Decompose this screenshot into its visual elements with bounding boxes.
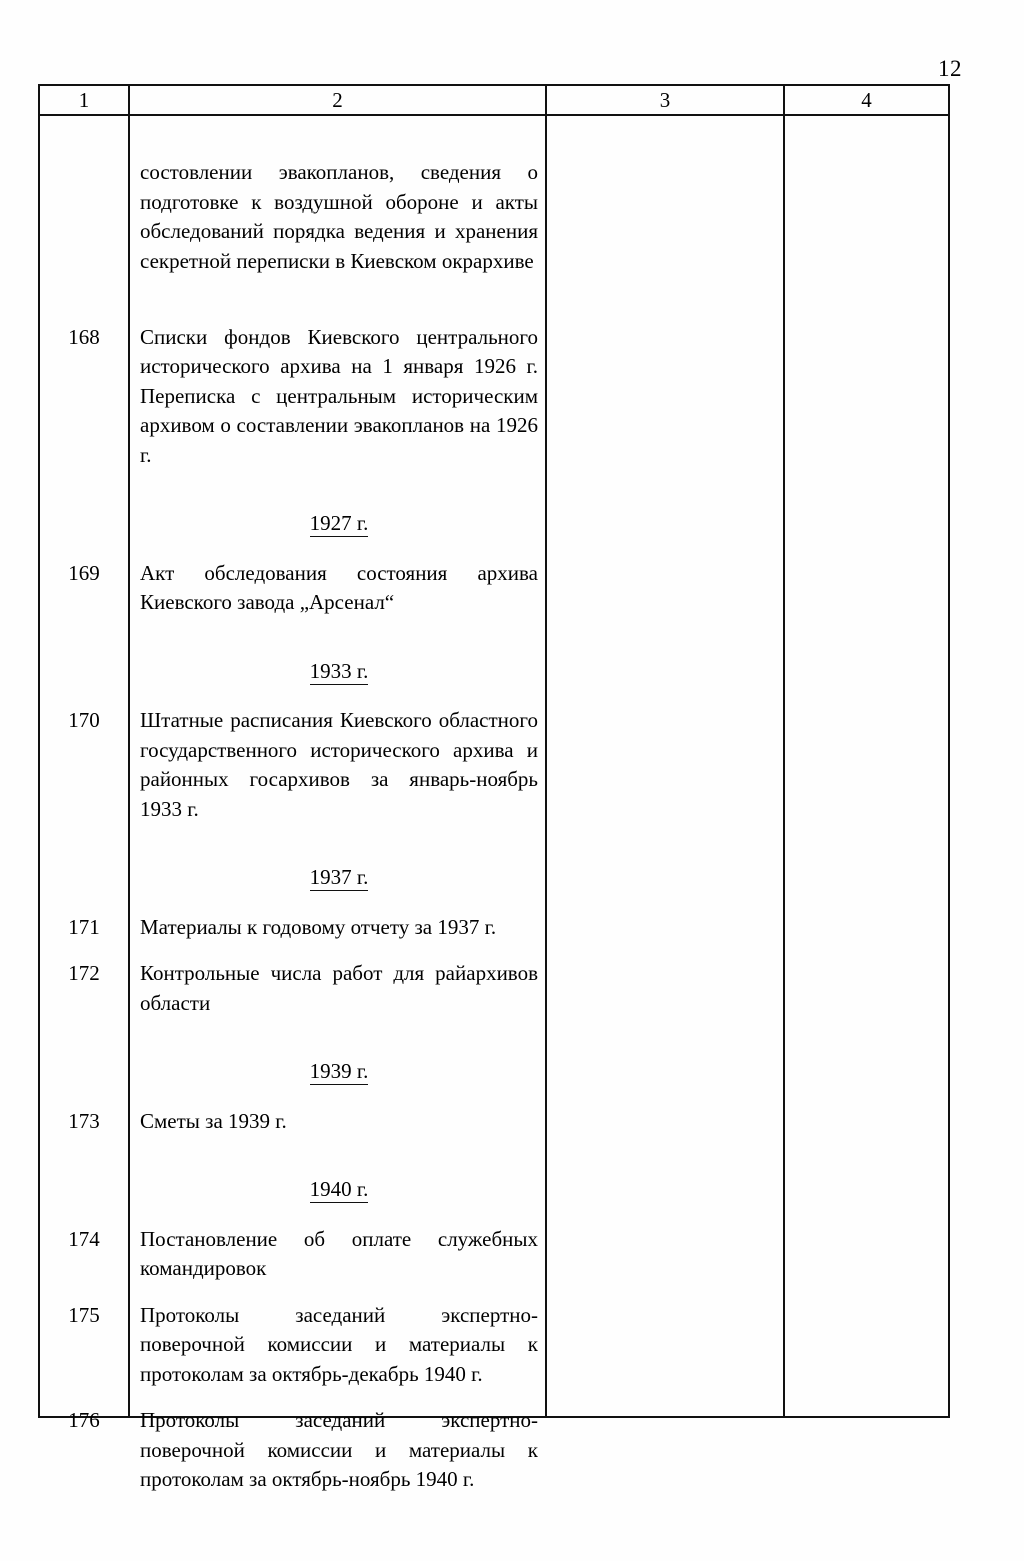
- year-heading-label: 1927 г.: [309, 511, 369, 535]
- column-header-1: 1: [78, 88, 90, 112]
- entry-number: 170: [68, 708, 100, 732]
- year-heading: [140, 657, 538, 686]
- year-heading: [140, 1175, 538, 1204]
- entry-number: 172: [68, 961, 100, 985]
- table-body: [40, 116, 948, 1491]
- entry-number: 176: [68, 1408, 100, 1432]
- year-heading-label: 1939 г.: [309, 1059, 369, 1083]
- entry-text: Материалы к годовому отчету за 1937 г.: [140, 914, 497, 939]
- entry-text: Списки фондов Киевского центрального исторического архива на 1 января 1926 г. Переписка с центральным историческим архивом о составлении эвакопланов на 1926 г.: [140, 324, 538, 467]
- entry-text: Протоколы заседаний экспертно-поверочной комиссии и материалы к протоколам за октябрь-декабрь 1940 г.: [140, 1302, 538, 1386]
- inventory-table: [38, 84, 950, 1491]
- entry-text: Акт обследования состояния архива Киевского завода „Арсенал“: [140, 560, 538, 614]
- entry-text-continuation: состовлении эвакопланов, сведения о подготовке к воздушной обороне и акты обследований порядка ведения и хранения секретной переписки в Киевском окрархиве: [140, 160, 538, 273]
- entry-number: 175: [68, 1302, 100, 1327]
- column-header-3: 3: [659, 88, 671, 112]
- entry-number: 173: [68, 1108, 100, 1133]
- column-header-2: 2: [332, 88, 343, 112]
- year-heading-label: 1937 г.: [309, 865, 369, 889]
- entry-number: 168: [68, 324, 100, 349]
- entry-number: 174: [68, 1226, 100, 1251]
- year-heading: [140, 1057, 538, 1086]
- entry-text: Сметы за 1939 г.: [140, 1108, 287, 1133]
- year-heading: [140, 863, 538, 892]
- year-heading-label: 1933 г.: [309, 658, 369, 683]
- entry-text: Протоколы заседаний экспертно-поверочной комиссии и материалы к протоколам за октябрь-ноябрь 1940 г.: [140, 1408, 538, 1491]
- entry-text: Постановление об оплате служебных командировок: [140, 1226, 538, 1280]
- year-heading-label: 1940 г.: [309, 1177, 369, 1201]
- column-header-4: 4: [861, 88, 872, 112]
- entry-text: Контрольные числа работ для райархивов области: [140, 961, 538, 1015]
- entry-number: 169: [68, 560, 100, 585]
- page-number: 12: [938, 56, 962, 81]
- year-heading: [140, 509, 538, 538]
- entry-text: Штатные расписания Киевского областного государственного исторического архива и районных госархивов за январь-ноябрь 1933 г.: [140, 708, 538, 821]
- entry-number: 171: [68, 914, 100, 939]
